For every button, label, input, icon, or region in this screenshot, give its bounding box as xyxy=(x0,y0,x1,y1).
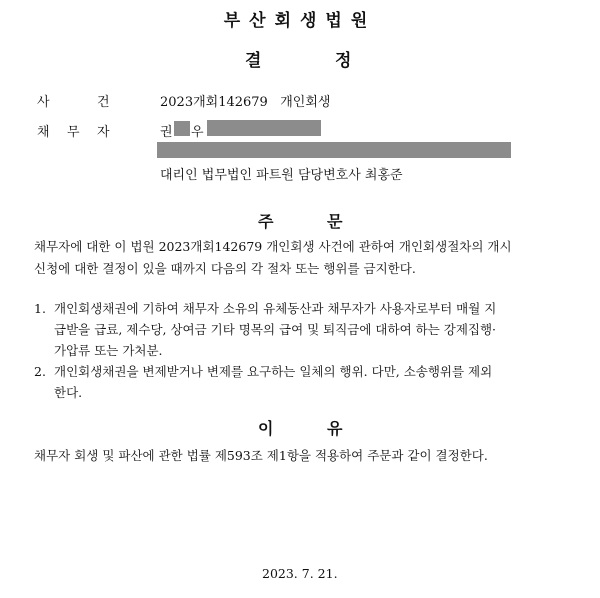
debtor-label-char: 무 xyxy=(67,125,82,140)
reason-text: 채무자 회생 및 파산에 관한 법률 제593조 제1항을 적용하여 주문과 같이 결정한다. xyxy=(34,448,488,463)
item-number: 2. xyxy=(34,364,46,379)
address-redaction-block xyxy=(157,142,511,158)
item-number: 1. xyxy=(34,301,46,316)
decision-date: 2023. 7. 21. xyxy=(262,566,338,581)
item-line: 개인회생채권을 변제받거나 변제를 요구하는 일체의 행위. 다만, 소송행위를 제외 xyxy=(54,364,493,379)
name-redaction-block xyxy=(174,121,190,136)
debtor-id-redaction-block xyxy=(207,120,321,136)
document-title-first-char: 결 xyxy=(245,51,262,71)
case-label-char: 사 xyxy=(37,95,52,110)
reason-heading-second-char: 유 xyxy=(327,419,343,438)
item-line: 한다. xyxy=(54,385,83,400)
order-text-line-2: 신청에 대한 결정이 있을 때까지 다음의 각 절차 또는 행위를 금지한다. xyxy=(34,261,416,276)
case-number: 2023개회142679 개인회생 xyxy=(160,95,331,110)
document-title-second-char: 정 xyxy=(335,51,352,71)
item-line: 급받을 급료, 제수당, 상여금 기타 명목의 급여 및 퇴직금에 대하여 하는 강제집행· xyxy=(54,322,497,337)
debtor-name-prefix: 권 xyxy=(160,125,173,140)
reason-heading-first-char: 이 xyxy=(258,419,274,438)
case-label-char: 건 xyxy=(97,95,112,110)
debtor-label-char: 자 xyxy=(97,125,112,140)
order-text-line-1: 채무자에 대한 이 법원 2023개회142679 개인회생 사건에 관하여 개인회생절차의 개시 xyxy=(34,239,512,254)
item-line: 개인회생채권에 기하여 채무자 소유의 유체동산과 채무자가 사용자로부터 매월 지 xyxy=(54,301,497,316)
court-name: 부산회생법원 xyxy=(223,11,377,31)
debtor-label-char: 채 xyxy=(37,125,52,140)
debtor-name-suffix: 우 xyxy=(191,125,204,140)
order-heading-first-char: 주 xyxy=(258,212,274,231)
item-line: 가압류 또는 가처분. xyxy=(54,343,163,358)
order-heading-second-char: 문 xyxy=(327,212,343,231)
debtor-agent: 대리인 법무법인 파트원 담당변호사 최홍준 xyxy=(160,168,403,183)
